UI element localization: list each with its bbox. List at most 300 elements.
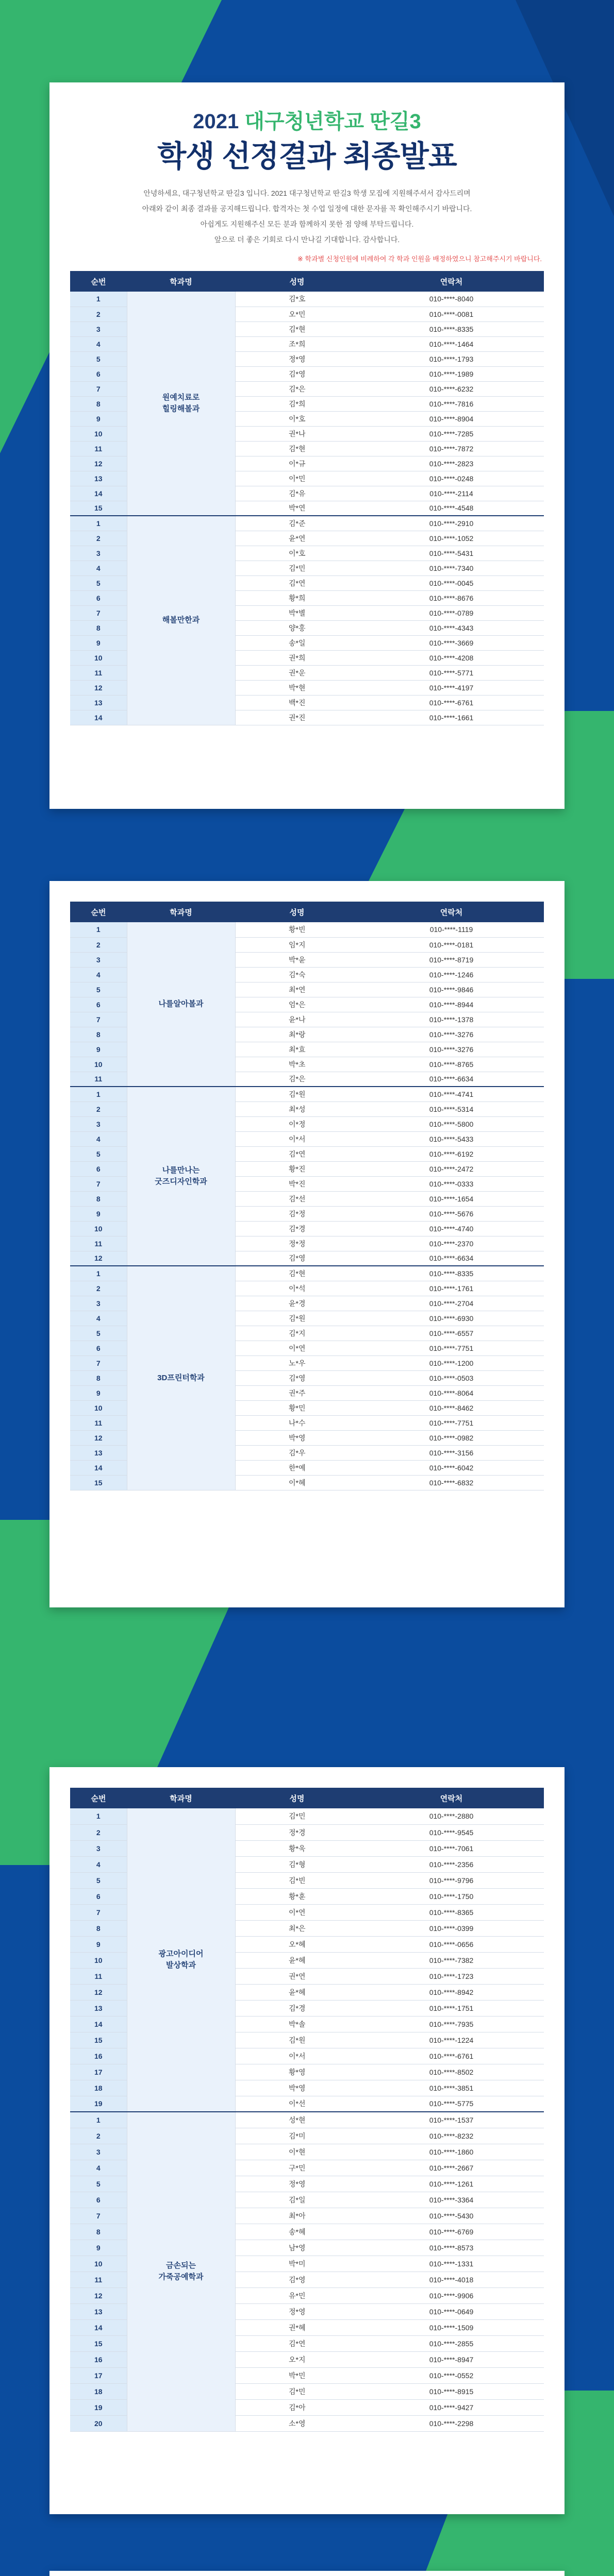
row-number-cell: 8 [70,1920,127,1936]
student-name-cell: 최*랑 [235,1027,359,1042]
phone-number-cell: 010-****-7751 [359,1415,544,1430]
student-name-cell: 이*연 [235,1904,359,1920]
phone-number-cell: 010-****-2880 [359,1808,544,1824]
row-number-cell: 5 [70,1872,127,1888]
phone-number-cell: 010-****-8335 [359,321,544,336]
row-number-cell: 3 [70,2144,127,2160]
student-name-cell: 박*윤 [235,952,359,967]
phone-number-cell: 010-****-4343 [359,620,544,635]
row-number-cell: 3 [70,952,127,967]
phone-number-cell: 010-****-0789 [359,605,544,620]
phone-number-cell: 010-****-1661 [359,710,544,725]
student-name-cell: 임*지 [235,937,359,952]
student-name-cell: 정*경 [235,1824,359,1840]
row-number-cell: 9 [70,411,127,426]
table-header [70,1788,544,1808]
intro-line: 아쉽게도 지원해주신 모든 분과 함께하지 못한 점 양해 부탁드립니다. [200,220,414,228]
phone-number-cell: 010-****-1537 [359,2112,544,2128]
phone-number-cell: 010-****-6832 [359,1475,544,1490]
student-name-cell: 한*예 [235,1460,359,1475]
student-name-cell: 김*경 [235,1221,359,1236]
phone-number-cell: 010-****-1761 [359,1281,544,1296]
row-number-cell: 14 [70,1460,127,1475]
phone-number-cell: 010-****-0081 [359,307,544,321]
student-name-cell: 황*욱 [235,1840,359,1856]
row-number-cell: 4 [70,2160,127,2176]
row-number-cell: 19 [70,2399,127,2415]
phone-number-cell: 010-****-3364 [359,2192,544,2208]
phone-number-cell: 010-****-5314 [359,1101,544,1116]
column-header: 학과명 [127,1788,235,1808]
student-name-cell: 김*원 [235,2032,359,2048]
row-number-cell: 2 [70,1281,127,1296]
phone-number-cell: 010-****-2704 [359,1296,544,1311]
student-name-cell: 이*호 [235,411,359,426]
phone-number-cell: 010-****-8676 [359,590,544,605]
phone-number-cell: 010-****-3851 [359,2080,544,2096]
phone-number-cell: 010-****-2910 [359,516,544,531]
row-number-cell: 13 [70,2000,127,2016]
row-number-cell: 2 [70,937,127,952]
row-number-cell: 14 [70,2319,127,2335]
phone-number-cell: 010-****-5431 [359,546,544,561]
row-number-cell: 5 [70,2176,127,2192]
table-row [70,516,544,531]
phone-number-cell: 010-****-6761 [359,2048,544,2064]
phone-number-cell: 010-****-6232 [359,381,544,396]
department-cell [127,1087,235,1266]
department-name-line: 가죽공예학과 [158,2273,204,2282]
phone-number-cell: 010-****-7816 [359,396,544,411]
phone-number-cell: 010-****-0649 [359,2303,544,2319]
student-name-cell: 박*별 [235,605,359,620]
phone-number-cell: 010-****-8947 [359,2351,544,2367]
column-header: 순번 [70,902,127,922]
student-name-cell: 황*희 [235,590,359,605]
student-name-cell: 정*정 [235,1236,359,1251]
phone-number-cell: 010-****-8942 [359,1984,544,2000]
row-number-cell: 5 [70,1146,127,1161]
row-number-cell: 7 [70,2208,127,2224]
student-name-cell: 김*아 [235,2399,359,2415]
student-name-cell: 박*연 [235,501,359,516]
student-name-cell: 윤*나 [235,1012,359,1027]
student-name-cell: 박*진 [235,1176,359,1191]
header-row [70,902,544,922]
phone-number-cell: 010-****-6634 [359,1072,544,1087]
row-number-cell: 4 [70,1131,127,1146]
result-card [49,1767,565,2514]
phone-number-cell: 010-****-8462 [359,1400,544,1415]
row-number-cell: 9 [70,1206,127,1221]
phone-number-cell: 010-****-4208 [359,650,544,665]
table-container [70,902,544,1490]
row-number-cell: 7 [70,605,127,620]
row-number-cell: 2 [70,1824,127,1840]
student-name-cell: 박*민 [235,2367,359,2383]
row-number-cell: 1 [70,1087,127,1101]
row-number-cell: 12 [70,1430,127,1445]
table-body [70,1808,544,2431]
intro-line: 앞으로 더 좋은 기회로 다시 만나길 기대합니다. 감사합니다. [214,235,400,244]
phone-number-cell: 010-****-6557 [359,1326,544,1341]
phone-number-cell: 010-****-3276 [359,1027,544,1042]
phone-number-cell: 010-****-0399 [359,1920,544,1936]
row-number-cell: 2 [70,307,127,321]
phone-number-cell: 010-****-8944 [359,997,544,1012]
row-number-cell: 1 [70,292,127,307]
phone-number-cell: 010-****-7285 [359,426,544,441]
row-number-cell: 7 [70,1355,127,1370]
row-number-cell: 1 [70,516,127,531]
row-number-cell: 13 [70,695,127,710]
row-number-cell: 8 [70,1191,127,1206]
department-name-line: 금손되는 [166,2261,196,2270]
row-number-cell: 6 [70,366,127,381]
row-number-cell: 9 [70,1385,127,1400]
row-number-cell: 12 [70,456,127,471]
phone-number-cell: 010-****-2855 [359,2335,544,2351]
phone-number-cell: 010-****-5775 [359,2096,544,2112]
phone-number-cell: 010-****-6042 [359,1460,544,1475]
table-row [70,292,544,307]
student-name-cell: 황*빈 [235,922,359,937]
table-container [70,271,544,725]
student-name-cell: 김*지 [235,1326,359,1341]
phone-number-cell: 010-****-6761 [359,695,544,710]
student-name-cell: 김*민 [235,561,359,575]
table-header [70,271,544,292]
row-number-cell: 3 [70,546,127,561]
student-name-cell: 오*민 [235,307,359,321]
phone-number-cell: 010-****-1261 [359,2176,544,2192]
notice-text: ※ 학과별 신청인원에 비례하여 각 학과 인원을 배정하였으니 참고해주시기 바랍니다. [297,255,542,263]
phone-number-cell: 010-****-6930 [359,1311,544,1326]
column-header: 순번 [70,271,127,292]
column-header: 학과명 [127,902,235,922]
column-header: 연락처 [359,902,544,922]
phone-number-cell: 010-****-1119 [359,922,544,937]
phone-number-cell: 010-****-1200 [359,1355,544,1370]
student-name-cell: 권*혜 [235,2319,359,2335]
student-name-cell: 최*아 [235,2208,359,2224]
row-number-cell: 15 [70,2032,127,2048]
row-number-cell: 8 [70,1027,127,1042]
student-name-cell: 김*정 [235,1206,359,1221]
student-name-cell: 이*민 [235,471,359,486]
row-number-cell: 13 [70,1445,127,1460]
column-header: 연락처 [359,271,544,292]
row-number-cell: 18 [70,2080,127,2096]
roster-table [70,1788,544,2432]
student-name-cell: 성*현 [235,2112,359,2128]
title-program: 대구청년학교 딴길3 [244,110,421,133]
row-number-cell: 5 [70,351,127,366]
phone-number-cell: 010-****-1750 [359,1888,544,1904]
student-name-cell: 윤*경 [235,1296,359,1311]
student-name-cell: 황*민 [235,1400,359,1415]
row-number-cell: 7 [70,1904,127,1920]
student-name-cell: 최*은 [235,1920,359,1936]
phone-number-cell: 010-****-0181 [359,937,544,952]
phone-number-cell: 010-****-0045 [359,575,544,590]
phone-number-cell: 010-****-8573 [359,2240,544,2256]
phone-number-cell: 010-****-1246 [359,967,544,982]
phone-number-cell: 010-****-6192 [359,1146,544,1161]
department-name-line: 힐링해볼과 [162,404,200,413]
department-cell [127,922,235,1087]
row-number-cell: 7 [70,381,127,396]
student-name-cell: 김*민 [235,2383,359,2399]
table-row [70,922,544,937]
phone-number-cell: 010-****-6769 [359,2224,544,2240]
student-name-cell: 구*민 [235,2160,359,2176]
student-name-cell: 이*석 [235,1281,359,1296]
phone-number-cell: 010-****-0503 [359,1370,544,1385]
row-number-cell: 5 [70,982,127,997]
student-name-cell: 김*빈 [235,1872,359,1888]
department-name-line: 광고아이디어 [158,1950,204,1958]
department-name-line: 3D프린터학과 [157,1373,205,1382]
student-name-cell: 김*호 [235,292,359,307]
phone-number-cell: 010-****-8365 [359,1904,544,1920]
phone-number-cell: 010-****-1723 [359,1968,544,1984]
row-number-cell: 8 [70,1370,127,1385]
student-name-cell: 이*서 [235,2048,359,2064]
row-number-cell: 9 [70,1042,127,1057]
column-header: 연락처 [359,1788,544,1808]
column-header: 순번 [70,1788,127,1808]
student-name-cell: 황*영 [235,2064,359,2080]
row-number-cell: 11 [70,1072,127,1087]
row-number-cell: 16 [70,2351,127,2367]
student-name-cell: 정*영 [235,2303,359,2319]
row-number-cell: 3 [70,321,127,336]
phone-number-cell: 010-****-0982 [359,1430,544,1445]
department-name-line: 나를만나는 [162,1166,200,1175]
department-name-line: 나를알아볼과 [158,999,204,1008]
phone-number-cell: 010-****-5433 [359,1131,544,1146]
department-cell [127,1808,235,2112]
student-name-cell: 이*정 [235,1116,359,1131]
row-number-cell: 9 [70,1936,127,1952]
result-card [49,2571,565,2576]
phone-number-cell: 010-****-8719 [359,952,544,967]
student-name-cell: 윤*혜 [235,1952,359,1968]
phone-number-cell: 010-****-2298 [359,2415,544,2431]
phone-number-cell: 010-****-9846 [359,982,544,997]
row-number-cell: 11 [70,1415,127,1430]
phone-number-cell: 010-****-1464 [359,336,544,351]
student-name-cell: 김*현 [235,321,359,336]
student-name-cell: 박*현 [235,680,359,695]
phone-number-cell: 010-****-8904 [359,411,544,426]
row-number-cell: 20 [70,2415,127,2431]
phone-number-cell: 010-****-2356 [359,1856,544,1872]
student-name-cell: 박*영 [235,1430,359,1445]
phone-number-cell: 010-****-1989 [359,366,544,381]
student-name-cell: 윤*연 [235,531,359,546]
row-number-cell: 17 [70,2064,127,2080]
row-number-cell: 9 [70,635,127,650]
student-name-cell: 이*연 [235,1341,359,1355]
phone-number-cell: 010-****-4197 [359,680,544,695]
row-number-cell: 4 [70,336,127,351]
student-name-cell: 박*미 [235,2256,359,2272]
row-number-cell: 8 [70,620,127,635]
result-card [49,881,565,1607]
phone-number-cell: 010-****-2472 [359,1161,544,1176]
phone-number-cell: 010-****-7382 [359,1952,544,1968]
row-number-cell: 6 [70,590,127,605]
phone-number-cell: 010-****-5430 [359,2208,544,2224]
row-number-cell: 4 [70,561,127,575]
row-number-cell: 5 [70,1326,127,1341]
column-header: 성명 [235,1788,359,1808]
row-number-cell: 4 [70,967,127,982]
roster-table [70,902,544,1490]
row-number-cell: 1 [70,2112,127,2128]
student-name-cell: 김*준 [235,516,359,531]
phone-number-cell: 010-****-1654 [359,1191,544,1206]
phone-number-cell: 010-****-7061 [359,1840,544,1856]
row-number-cell: 10 [70,2256,127,2272]
phone-number-cell: 010-****-4741 [359,1087,544,1101]
row-number-cell: 19 [70,2096,127,2112]
row-number-cell: 10 [70,1221,127,1236]
row-number-cell: 1 [70,922,127,937]
phone-number-cell: 010-****-1378 [359,1012,544,1027]
row-number-cell: 10 [70,1400,127,1415]
phone-number-cell: 010-****-7872 [359,441,544,456]
row-number-cell: 6 [70,1161,127,1176]
row-number-cell: 4 [70,1856,127,1872]
phone-number-cell: 010-****-5771 [359,665,544,680]
student-name-cell: 양*홍 [235,620,359,635]
student-name-cell: 이*서 [235,1131,359,1146]
row-number-cell: 12 [70,1251,127,1266]
phone-number-cell: 010-****-8915 [359,2383,544,2399]
student-name-cell: 최*연 [235,982,359,997]
student-name-cell: 김*영 [235,1370,359,1385]
row-number-cell: 18 [70,2383,127,2399]
row-number-cell: 5 [70,575,127,590]
table-body [70,922,544,1490]
row-number-cell: 3 [70,1296,127,1311]
row-number-cell: 2 [70,2128,127,2144]
student-name-cell: 이*선 [235,2096,359,2112]
table-header [70,902,544,922]
header-row [70,1788,544,1808]
department-name-line: 발상학과 [166,1961,196,1970]
phone-number-cell: 010-****-0248 [359,471,544,486]
phone-number-cell: 010-****-1331 [359,2256,544,2272]
student-name-cell: 김*연 [235,575,359,590]
student-name-cell: 정*영 [235,351,359,366]
result-card [49,82,565,809]
phone-number-cell: 010-****-8064 [359,1385,544,1400]
event-title [49,105,565,134]
student-name-cell: 김*숙 [235,967,359,982]
student-name-cell: 송*일 [235,635,359,650]
phone-number-cell: 010-****-7751 [359,1341,544,1355]
student-name-cell: 김*은 [235,381,359,396]
row-number-cell: 7 [70,1176,127,1191]
student-name-cell: 소*영 [235,2415,359,2431]
column-header: 성명 [235,902,359,922]
row-number-cell: 8 [70,2224,127,2240]
department-cell [127,1266,235,1490]
student-name-cell: 박*솔 [235,2016,359,2032]
phone-number-cell: 010-****-1793 [359,351,544,366]
phone-number-cell: 010-****-3276 [359,1042,544,1057]
student-name-cell: 남*영 [235,2240,359,2256]
student-name-cell: 김*선 [235,1191,359,1206]
row-number-cell: 15 [70,501,127,516]
row-number-cell: 10 [70,1952,127,1968]
row-number-cell: 1 [70,1808,127,1824]
phone-number-cell: 010-****-3669 [359,635,544,650]
table-container [70,1788,544,2432]
row-number-cell: 11 [70,1236,127,1251]
student-name-cell: 윤*혜 [235,1984,359,2000]
student-name-cell: 정*영 [235,2176,359,2192]
student-name-cell: 송*혜 [235,2224,359,2240]
student-name-cell: 엄*은 [235,997,359,1012]
student-name-cell: 김*영 [235,366,359,381]
phone-number-cell: 010-****-2114 [359,486,544,501]
phone-number-cell: 010-****-1860 [359,2144,544,2160]
student-name-cell: 김*현 [235,441,359,456]
student-name-cell: 김*원 [235,1087,359,1101]
student-name-cell: 김*연 [235,2335,359,2351]
row-number-cell: 14 [70,486,127,501]
student-name-cell: 김*우 [235,1445,359,1460]
row-number-cell: 13 [70,2303,127,2319]
table-row [70,1808,544,1824]
row-number-cell: 3 [70,1840,127,1856]
phone-number-cell: 010-****-7340 [359,561,544,575]
column-header: 성명 [235,271,359,292]
department-name-line: 굿즈디자인학과 [155,1177,207,1186]
phone-number-cell: 010-****-9796 [359,1872,544,1888]
student-name-cell: 김*미 [235,2128,359,2144]
student-name-cell: 김*영 [235,2272,359,2287]
phone-number-cell: 010-****-1224 [359,2032,544,2048]
student-name-cell: 노*우 [235,1355,359,1370]
student-name-cell: 황*진 [235,1161,359,1176]
page-title: 학생 선정결과 최종발표 [157,140,457,173]
row-number-cell: 16 [70,2048,127,2064]
row-number-cell: 12 [70,2287,127,2303]
header-row [70,271,544,292]
phone-number-cell: 010-****-1751 [359,2000,544,2016]
phone-number-cell: 010-****-8502 [359,2064,544,2080]
phone-number-cell: 010-****-8040 [359,292,544,307]
table-row [70,1266,544,1281]
title-year: 2021 [193,110,239,133]
row-number-cell: 7 [70,1012,127,1027]
phone-number-cell: 010-****-0552 [359,2367,544,2383]
student-name-cell: 권*희 [235,650,359,665]
student-name-cell: 이*현 [235,2144,359,2160]
phone-number-cell: 010-****-9545 [359,1824,544,1840]
student-name-cell: 김*민 [235,1808,359,1824]
student-name-cell: 오*지 [235,2351,359,2367]
student-name-cell: 김*희 [235,396,359,411]
student-name-cell: 이*규 [235,456,359,471]
student-name-cell: 김*형 [235,1856,359,1872]
